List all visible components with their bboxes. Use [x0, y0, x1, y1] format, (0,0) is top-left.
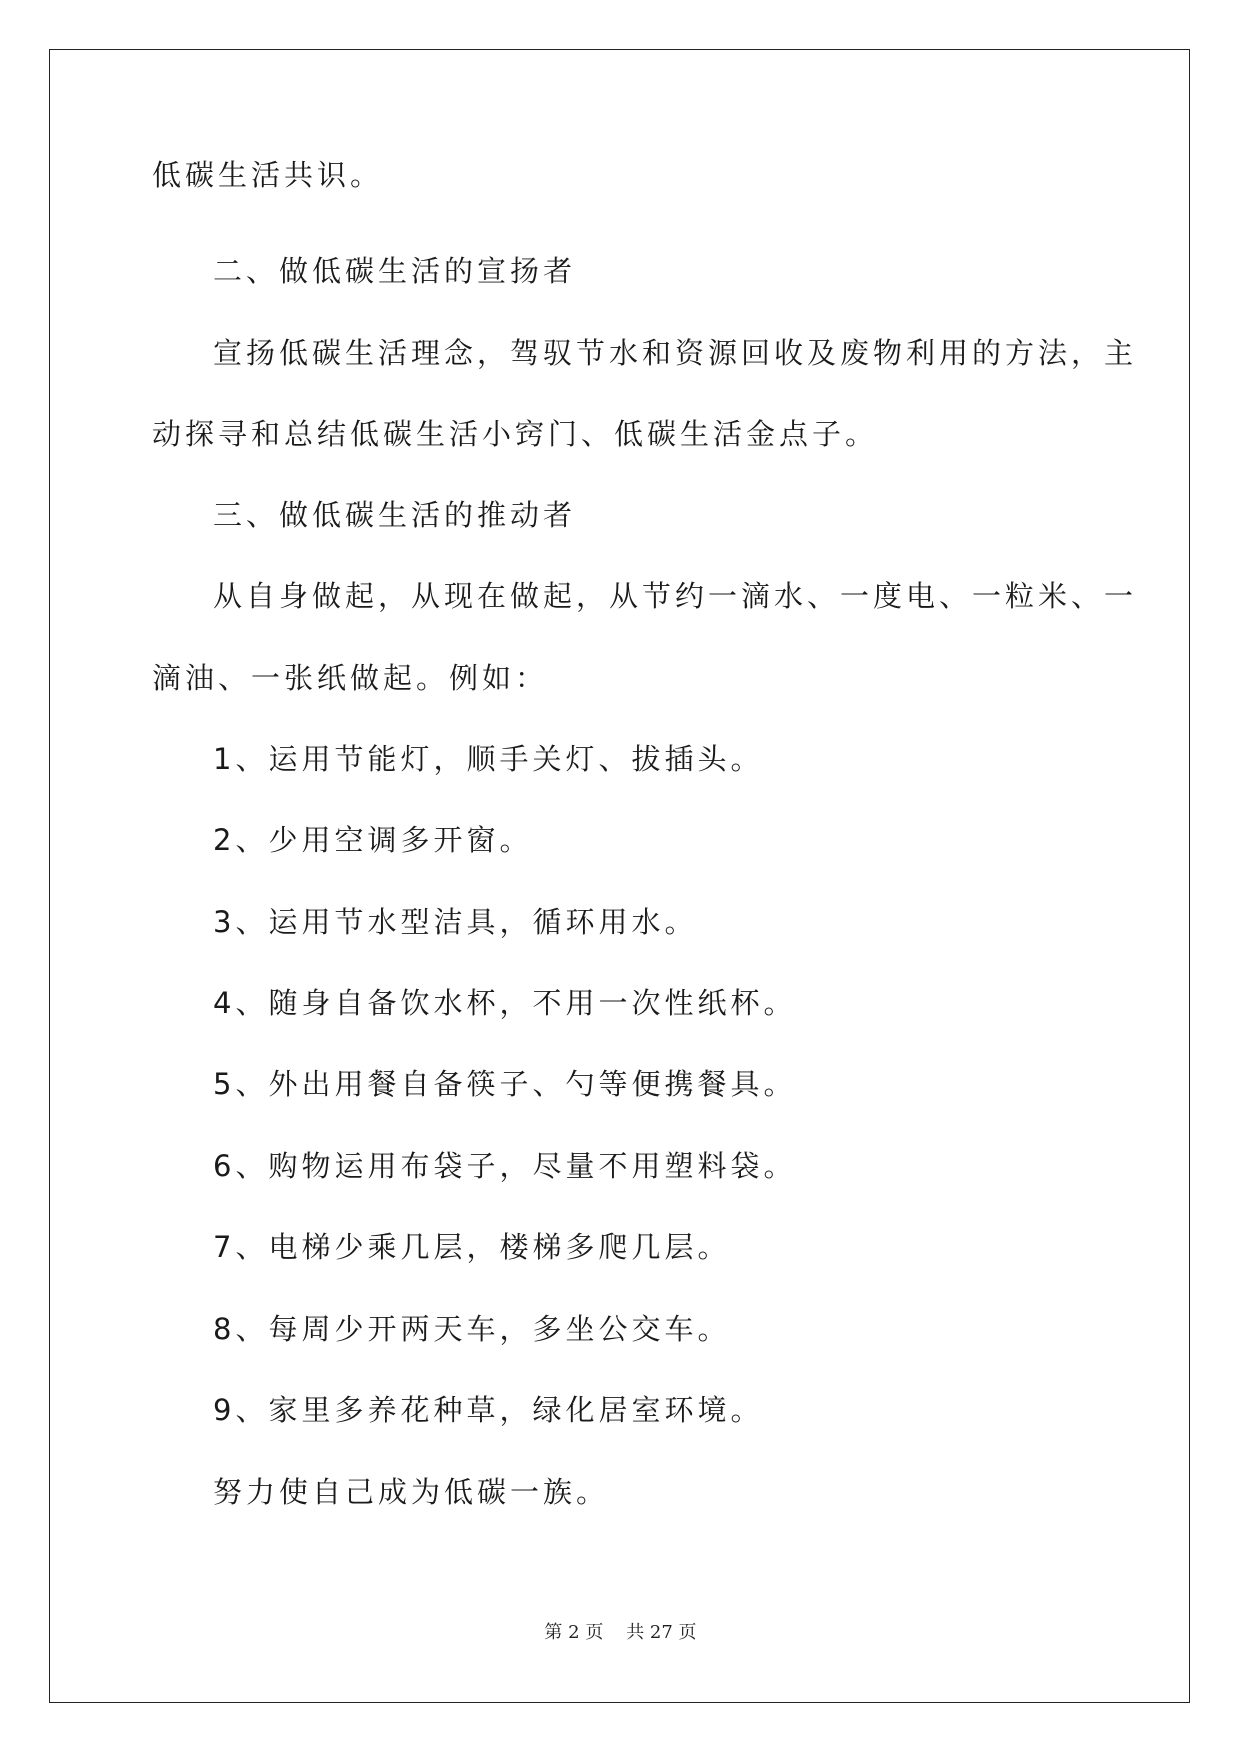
list-item: 9、家里多养花种草，绿化居室环境。	[213, 1393, 764, 1427]
list-item: 1、运用节能灯，顺手关灯、拔插头。	[213, 742, 764, 776]
page-number-footer: 第 2 页 共 27 页	[544, 1622, 697, 1643]
section-heading-2: 二、做低碳生活的宣扬者	[213, 254, 577, 288]
text-line: 宣扬低碳生活理念，驾驭节水和资源回收及废物利用的方法，主	[213, 336, 1138, 370]
list-item: 5、外出用餐自备筷子、勺等便携餐具。	[213, 1067, 797, 1101]
list-item: 4、随身自备饮水杯，不用一次性纸杯。	[213, 986, 797, 1020]
section-heading-3: 三、做低碳生活的推动者	[213, 498, 577, 532]
text-line: 滴油、一张纸做起。例如：	[152, 661, 549, 695]
list-item: 3、运用节水型洁具，循环用水。	[213, 905, 698, 939]
text-line: 动探寻和总结低碳生活小窍门、低碳生活金点子。	[152, 417, 879, 451]
list-item: 7、电梯少乘几层，楼梯多爬几层。	[213, 1230, 731, 1264]
list-item: 8、每周少开两天车，多坐公交车。	[213, 1312, 731, 1346]
list-item: 2、少用空调多开窗。	[213, 823, 533, 857]
text-line: 从自身做起，从现在做起，从节约一滴水、一度电、一粒米、一	[213, 579, 1138, 613]
page-border	[49, 49, 1190, 1703]
text-line: 低碳生活共识。	[152, 158, 384, 192]
text-line: 努力使自己成为低碳一族。	[213, 1475, 610, 1509]
list-item: 6、购物运用布袋子，尽量不用塑料袋。	[213, 1149, 797, 1183]
